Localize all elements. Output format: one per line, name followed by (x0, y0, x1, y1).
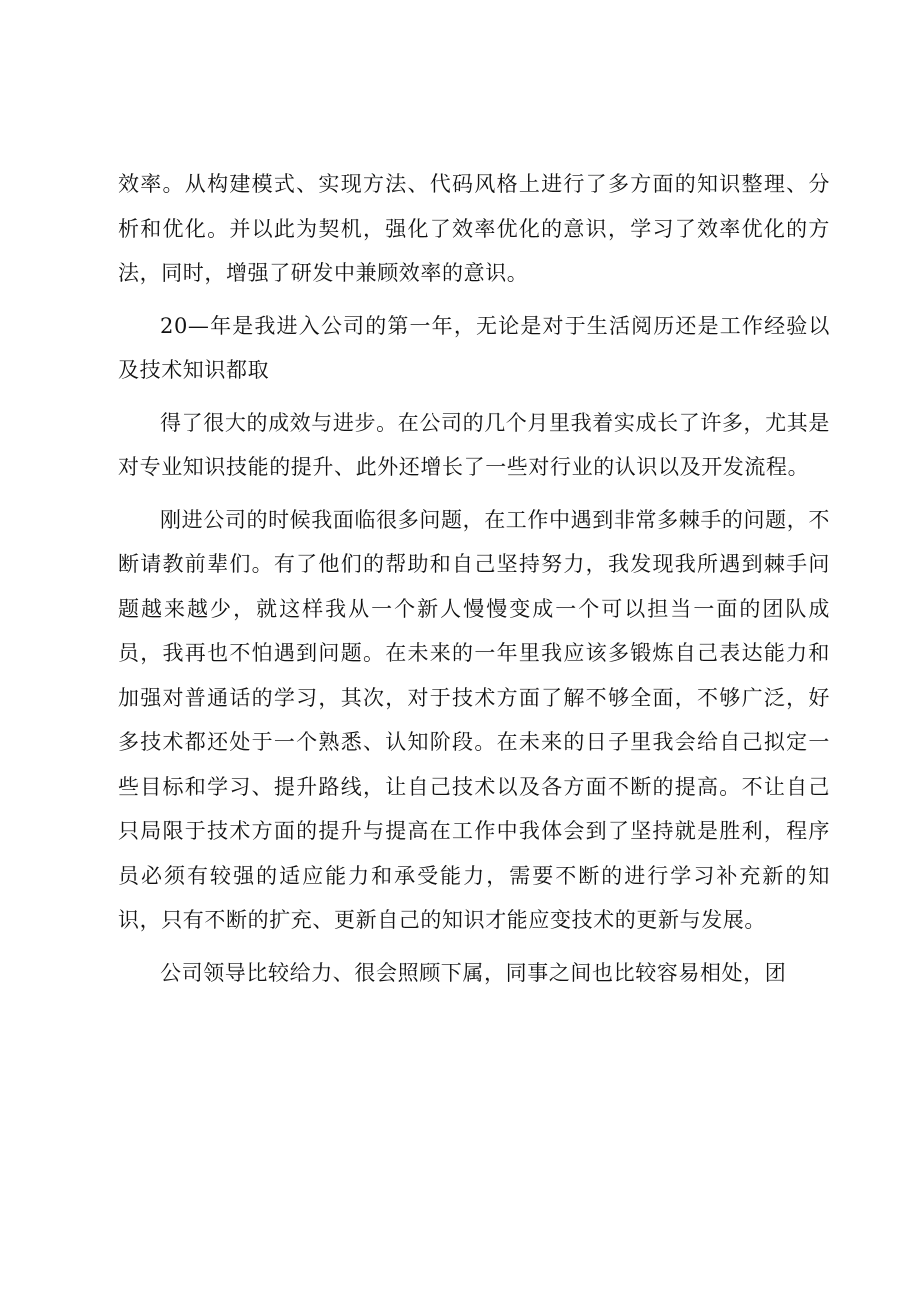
paragraph-4: 刚进公司的时候我面临很多问题，在工作中遇到非常多棘手的问题，不断请教前辈们。有了他们的帮助和自己坚持努力，我发现我所遇到棘手问题越来越少，就这样我从一个新人慢慢变成一个可以担当一面的团队成员，我再也不怕遇到问题。在未来的一年里我应该多锻炼自己表达能力和加强对普通话的学习，其次，对于技术方面了解不够全面，不够广泛，好多技术都还处于一个熟悉、认知阶段。在未来的日子里我会给自己拟定一些目标和学习、提升路线，让自己技术以及各方面不断的提高。不让自己只局限于技术方面的提升与提高在工作中我体会到了坚持就是胜利，程序员必须有较强的适应能力和承受能力，需要不断的进行学习补充新的知识，只有不断的扩充、更新自己的知识才能应变技术的更新与发展。 (118, 507, 830, 932)
paragraph-5: 公司领导比较给力、很会照顾下属，同事之间也比较容易相处，团 (160, 960, 787, 985)
paragraph-3: 得了很大的成效与进步。在公司的几个月里我着实成长了许多，尤其是对专业知识技能的提升、此外还增长了一些对行业的认识以及开发流程。 (118, 410, 830, 479)
paragraph-1: 效率。从构建模式、实现方法、代码风格上进行了多方面的知识整理、分析和优化。并以此为契机，强化了效率优化的意识，学习了效率优化的方法，同时，增强了研发中兼顾效率的意识。 (118, 172, 830, 285)
document-body (118, 162, 830, 1003)
paragraph-2: 20—年是我进入公司的第一年，无论是对于生活阅历还是工作经验以及技术知识都取 (118, 313, 830, 382)
